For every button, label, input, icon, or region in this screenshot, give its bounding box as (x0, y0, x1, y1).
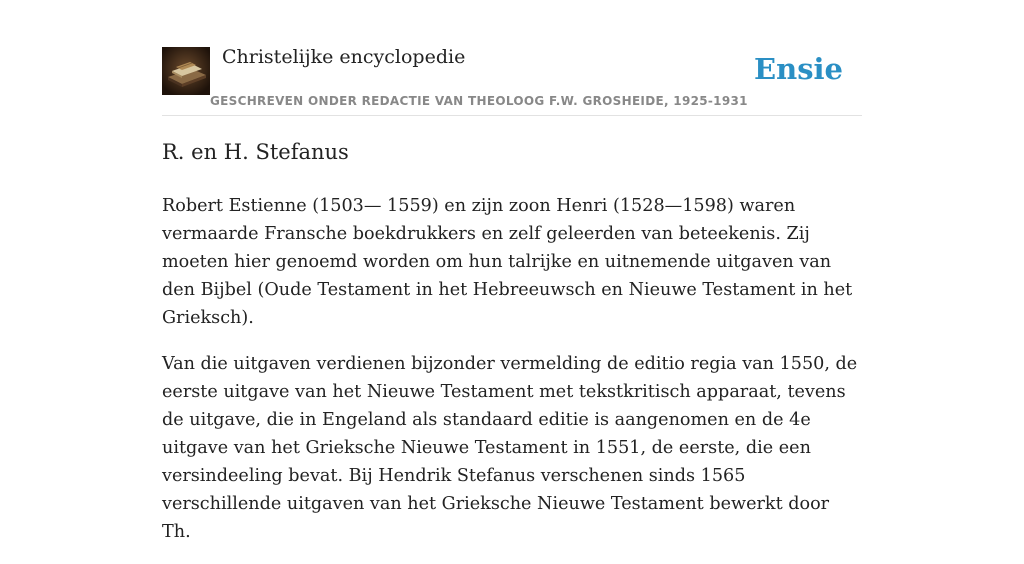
header-divider (162, 115, 862, 116)
source-avatar[interactable] (162, 47, 210, 95)
page (162, 0, 862, 542)
entry-title: R. en H. Stefanus (162, 140, 349, 164)
source-title[interactable]: Christelijke encyclopedie (222, 46, 466, 68)
source-subtitle: GESCHREVEN ONDER REDACTIE VAN THEOLOOG F.W. GROSHEIDE, 1925-1931 (210, 94, 748, 108)
ensie-logo-link[interactable]: Ensie (754, 52, 843, 86)
book-stack-icon (162, 47, 210, 95)
entry-paragraph-2: Van die uitgaven verdienen bijzonder vermelding de editio regia van 1550, de eerste uitgave van het Nieuwe Testament met tekstkritisch apparaat, tevens de uitgave, die in Engeland als standaard editie is aangenomen en de 4e uitgave van het Grieksche Nieuwe Testament in 1551, de eerste, die een versindeeling bevat. Bij Hendrik Stefanus verschenen sinds 1565 verschillende uitgaven van het Grieksche Nieuwe Testament bewerkt door Th. (162, 354, 858, 542)
entry-body (162, 192, 862, 564)
entry-paragraph-1: Robert Estienne (1503— 1559) en zijn zoon Henri (1528—1598) waren vermaarde Fransche boekdrukkers en zelf geleerden van beteekenis. Zij moeten hier genoemd worden om hun talrijke en uitnemende uitgaven van den Bijbel (Oude Testament in het Hebreeuwsch en Nieuwe Testament in het Grieksch). (162, 196, 853, 328)
